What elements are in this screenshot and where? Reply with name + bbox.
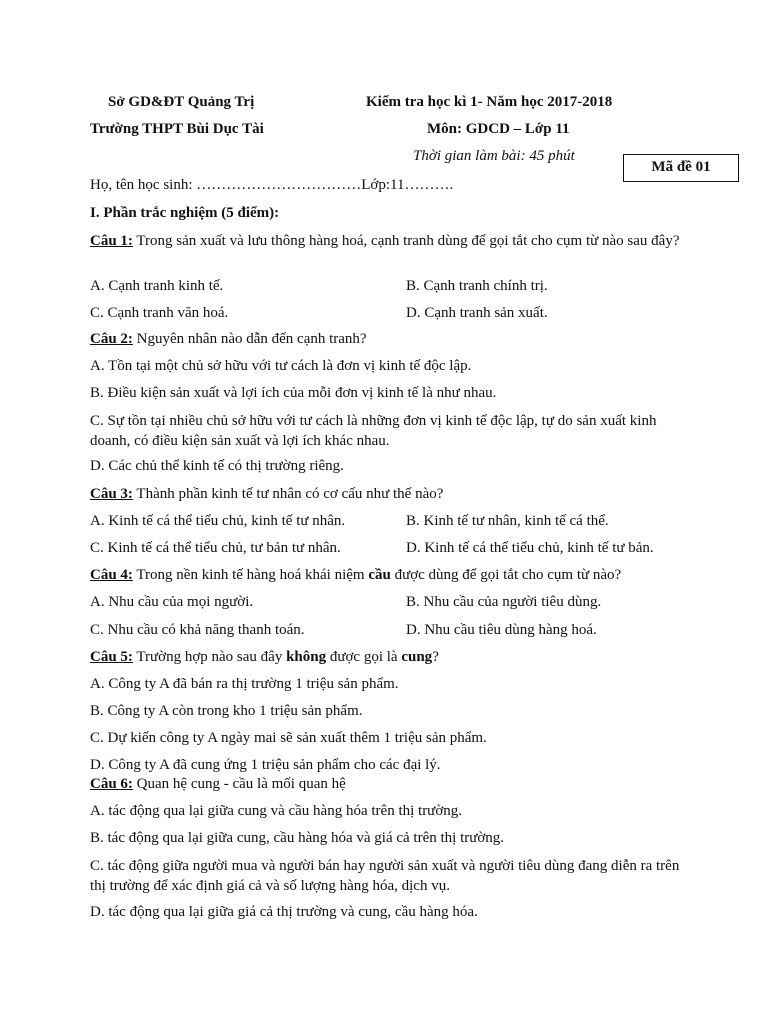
q1-option-d: D. Cạnh tranh sản xuất.	[406, 305, 548, 321]
q1-option-a: A. Cạnh tranh kinh tế.	[90, 278, 224, 294]
question-label: Câu 5:	[90, 649, 133, 665]
q4-option-a: A. Nhu cầu của mọi người.	[90, 594, 254, 610]
q2-option-d: D. Các chủ thể kinh tế có thị trường riêng.	[90, 458, 344, 474]
q4-option-b: B. Nhu cầu của người tiêu dùng.	[406, 594, 602, 610]
q5-option-d: D. Công ty A đã cung ứng 1 triệu sản phẩm cho các đại lý.	[90, 757, 441, 773]
question-keyword: không	[286, 649, 327, 665]
q5-option-b: B. Công ty A còn trong kho 1 triệu sản phẩm.	[90, 703, 363, 719]
question-keyword: cầu	[368, 567, 391, 583]
question-text: Trường hợp nào sau đây	[132, 649, 287, 665]
q1-option-c: C. Cạnh tranh văn hoá.	[90, 305, 229, 321]
question-label: Câu 2:	[90, 331, 133, 347]
question-text: Thành phần kinh tế tư nhân có cơ cấu như thế nào?	[132, 486, 444, 502]
q6-option-c: C. tác động giữa người mua và người bán hay người sản xuất và người tiêu dùng đang diễn ra trên thị trường để xác định giá cả và số lượng hàng hóa, dịch vụ.	[90, 858, 680, 894]
question-text: Quan hệ cung - cầu là mối quan hệ	[132, 776, 346, 792]
school-name: Trường THPT Bùi Dục Tài	[90, 121, 264, 137]
question-text: Trong nền kinh tế hàng hoá khái niệm	[132, 567, 369, 583]
question-3	[90, 486, 443, 503]
question-text: được dùng để gọi tắt cho cụm từ nào?	[390, 567, 622, 583]
question-text: ?	[432, 649, 439, 665]
q2-option-c: C. Sự tồn tại nhiều chủ sở hữu với tư cách là những đơn vị kinh tế độc lập, tự do sản xuất kinh doanh, có điều kiện sản xuất và lợi ích khác nhau.	[90, 413, 657, 449]
q3-option-c: C. Kinh tế cá thể tiểu chủ, tư bản tư nhân.	[90, 540, 341, 556]
q6-option-d: D. tác động qua lại giữa giá cả thị trường và cung, cầu hàng hóa.	[90, 904, 478, 920]
question-5	[90, 649, 439, 666]
section-title: I. Phần trắc nghiệm (5 điểm):	[90, 205, 280, 221]
question-label: Câu 4:	[90, 567, 133, 583]
q6-option-a: A. tác động qua lại giữa cung và cầu hàng hóa trên thị trường.	[90, 803, 462, 819]
exam-title: Kiểm tra học kì 1- Năm học 2017-2018	[366, 94, 613, 110]
exam-code-box: Mã đề 01	[623, 154, 739, 182]
q4-option-c: C. Nhu cầu có khả năng thanh toán.	[90, 622, 305, 638]
q5-option-a: A. Công ty A đã bán ra thị trường 1 triệu sản phẩm.	[90, 676, 399, 692]
question-label: Câu 6:	[90, 776, 133, 792]
q3-option-d: D. Kinh tế cá thể tiểu chủ, kinh tế tư bản.	[406, 540, 654, 556]
q3-option-a: A. Kinh tế cá thể tiểu chủ, kinh tế tư nhân.	[90, 513, 346, 529]
question-text: Nguyên nhân nào dẫn đến cạnh tranh?	[132, 331, 367, 347]
question-text: được gọi là	[326, 649, 402, 665]
question-6	[90, 776, 346, 793]
department-name: Sở GD&ĐT Quảng Trị	[108, 94, 255, 110]
q5-option-c: C. Dự kiến công ty A ngày mai sẽ sản xuất thêm 1 triệu sản phẩm.	[90, 730, 487, 746]
q2-option-a: A. Tồn tại một chủ sở hữu với tư cách là đơn vị kinh tế độc lập.	[90, 358, 472, 374]
q4-option-d: D. Nhu cầu tiêu dùng hàng hoá.	[406, 622, 597, 638]
q1-option-b: B. Cạnh tranh chính trị.	[406, 278, 548, 294]
question-1	[90, 231, 680, 251]
question-label: Câu 3:	[90, 486, 133, 502]
q3-option-b: B. Kinh tế tư nhân, kinh tế cá thể.	[406, 513, 609, 529]
q6-option-b: B. tác động qua lại giữa cung, cầu hàng hóa và giá cả trên thị trường.	[90, 830, 505, 846]
exam-time: Thời gian làm bài: 45 phút	[413, 148, 575, 164]
subject-title: Môn: GDCD – Lớp 11	[427, 121, 570, 137]
question-keyword: cung	[401, 649, 433, 665]
question-2	[90, 331, 367, 348]
question-text: Trong sản xuất và lưu thông hàng hoá, cạnh tranh dùng để gọi tắt cho cụm từ nào sau đây?	[132, 233, 680, 249]
question-4	[90, 567, 621, 584]
student-info-line: Họ, tên học sinh: ……………………………Lớp:11……….	[90, 177, 454, 193]
question-label: Câu 1:	[90, 233, 133, 249]
q2-option-b: B. Điều kiện sản xuất và lợi ích của mỗi đơn vị kinh tế là như nhau.	[90, 385, 497, 401]
